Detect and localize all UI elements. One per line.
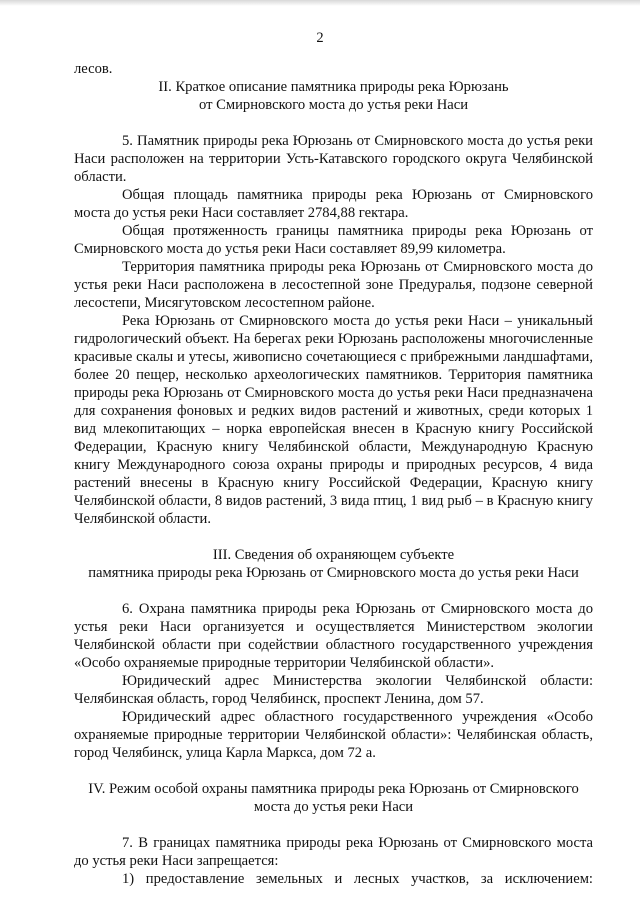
page-number: 2: [316, 30, 324, 46]
section-2-paragraph: Общая площадь памятника природы река Юрюзань от Смирновского моста до устья реки Наси составляет 2784,88 гектара.: [74, 187, 593, 221]
section-2-paragraph: 5. Памятник природы река Юрюзань от Смирновского моста до устья реки Наси расположен на территории Усть-Катавского городского округа Челябинской области.: [74, 133, 593, 185]
scan-edge-shadow: [0, 0, 640, 6]
section-2-paragraph: Общая протяженность границы памятника природы река Юрюзань от Смирновского моста до устья реки Наси составляет 89,99 километра.: [74, 223, 593, 257]
lead-text: лесов.: [74, 61, 113, 77]
section-2-heading-line-1: II. Краткое описание памятника природы река Юрюзань: [158, 79, 509, 95]
section-3-paragraph: Юридический адрес областного государственного учреждения «Особо охраняемые природные территории Челябинской области»: Челябинская область, город Челябинск, улица Карла Маркса, дом 72 а.: [74, 709, 593, 761]
section-3-paragraph: 6. Охрана памятника природы река Юрюзань от Смирновского моста до устья реки Наси организуется и осуществляется Министерством экологии Челябинской области при содействии областного государственного учреждения «Особо охраняемые природные территории Челябинской области».: [74, 601, 593, 671]
section-4-paragraph: 7. В границах памятника природы река Юрюзань от Смирновского моста до устья реки Наси запрещается:: [74, 835, 593, 869]
document-body: [74, 60, 593, 888]
section-4-heading-line-1: IV. Режим особой охраны памятника природы река Юрюзань от Смирновского: [88, 781, 579, 797]
section-3-paragraph: Юридический адрес Министерства экологии Челябинской области: Челябинская область, город Челябинск, проспект Ленина, дом 57.: [74, 673, 593, 707]
section-2-paragraph: Река Юрюзань от Смирновского моста до устья реки Наси – уникальный гидрологический объект. На берегах реки Юрюзань расположены многочисленные красивые скалы и утесы, живописно сочетающиеся с прибрежными ландшафтами, более 20 пещер, несколько археологических памятников. Территория памятника природы река Юрюзань от Смирновского моста до устья реки Наси предназначена для сохранения фоновых и редких видов растений и животных, среди которых 1 вид млекопитающих – норка европейская внесен в Красную книгу Российской Федерации, Красную книгу Челябинской области, Международную Красную книгу Международного союза охраны природы и природных ресурсов, 4 вида растений внесены в Красную книгу Российской Федерации, Красную книгу Челябинской области, 8 видов растений, 3 вида птиц, 1 вид рыб – в Красную книгу Челябинской области.: [74, 313, 593, 527]
section-2-heading-line-2: от Смирновского моста до устья реки Наси: [198, 97, 469, 113]
section-4-heading-line-2: моста до устья реки Наси: [253, 799, 414, 815]
section-3-heading-line-1: III. Сведения об охраняющем субъекте: [212, 547, 455, 563]
section-4-paragraph: 1) предоставление земельных и лесных участков, за исключением:: [122, 871, 593, 887]
section-3-heading-line-2: памятника природы река Юрюзань от Смирновского моста до устья реки Наси: [88, 565, 579, 581]
section-2-paragraph: Территория памятника природы река Юрюзань от Смирновского моста до устья реки Наси расположена в лесостепной зоне Предуралья, подзоне северной лесостепи, Мисягутовском лесостепном районе.: [74, 259, 593, 311]
